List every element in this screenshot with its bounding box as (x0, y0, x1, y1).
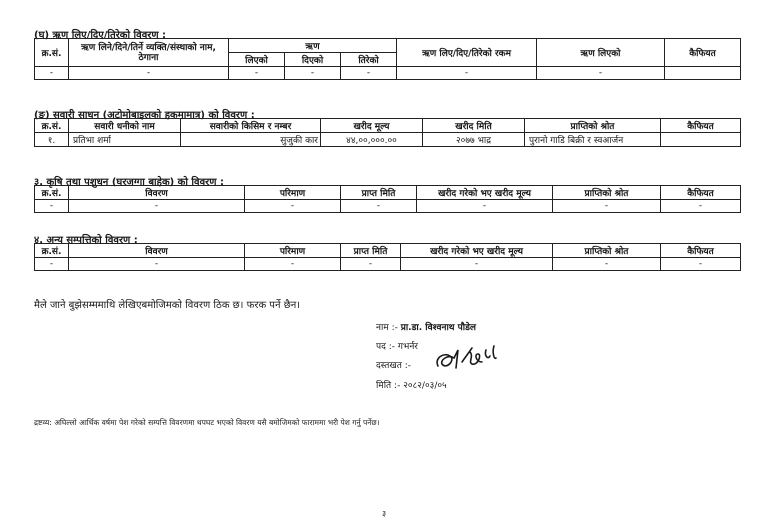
livestock-cell: - (417, 200, 553, 213)
post-label: पद :- (376, 342, 396, 352)
name-label: नाम :- (376, 323, 398, 333)
livestock-header-qty: परिमाण (245, 186, 341, 200)
loan-cell (665, 67, 741, 80)
loan-header-loan: ऋण (229, 39, 397, 53)
date-value: २०८२/०३/०५ (403, 381, 447, 391)
other-assets-section-title: ४. अन्य सम्पत्तिको विवरण : (34, 235, 138, 246)
livestock-header-remarks: कैफियत (661, 186, 741, 200)
handwritten-signature (432, 340, 512, 376)
other-cell: - (553, 258, 661, 271)
livestock-cell: - (341, 200, 417, 213)
vehicle-table (34, 118, 741, 147)
other-assets-table (34, 243, 741, 271)
other-cell: - (35, 258, 69, 271)
vehicle-cell-type: सुजुकी कार (181, 133, 321, 147)
vehicle-header-owner: सवारी धनीको नाम (69, 119, 181, 133)
other-cell: - (341, 258, 401, 271)
livestock-cell: - (661, 200, 741, 213)
loan-cell: - (35, 67, 69, 80)
loan-cell: - (537, 67, 665, 80)
sign-label: दस्तखत :- (376, 361, 412, 371)
page-number: ३ (382, 509, 387, 518)
livestock-header-sn: क्र.सं. (35, 186, 69, 200)
other-header-date: प्राप्त मिति (341, 244, 401, 258)
vehicle-cell-price: ४४,००,०००.०० (321, 133, 423, 147)
table-row (35, 133, 741, 147)
loan-cell: - (397, 67, 537, 80)
loan-header-remarks: कैफियत (665, 39, 741, 67)
livestock-header-price: खरीद गरेको भए खरीद मूल्य (417, 186, 553, 200)
vehicle-header-date: खरीद मिति (423, 119, 525, 133)
table-row (35, 67, 741, 80)
loan-header-loan-taken: ऋण लिएको (537, 39, 665, 67)
table-row (35, 200, 741, 213)
other-header-desc: विवरण (69, 244, 245, 258)
loan-cell: - (69, 67, 229, 80)
livestock-cell: - (245, 200, 341, 213)
loan-header-paid: तिरेको (341, 53, 397, 67)
footnote: द्रष्टव्य: अघिल्लो आर्थिक वर्षमा पेश गरेको सम्पत्ति विवरणमा थपघट भएको विवरण यसै बमोजिमको फाराममा भरी पेश गर्नु पर्नेछ। (34, 418, 380, 427)
name-value: प्रा.डा. विश्वनाथ पौडेल (400, 323, 477, 333)
other-header-source: प्राप्तिको श्रोत (553, 244, 661, 258)
loan-header-given: दिएको (285, 53, 341, 67)
other-header-qty: परिमाण (245, 244, 341, 258)
other-header-price: खरीद गरेको भए खरीद मूल्य (401, 244, 553, 258)
declaration-text: मैले जाने बुझेसम्ममाथि लेखिएबमोजिमको विवरण ठिक छ। फरक पर्ने छैन। (34, 300, 301, 311)
vehicle-header-source: प्राप्तिको श्रोत (525, 119, 661, 133)
livestock-table (34, 185, 741, 213)
post-value: गभर्नर (397, 342, 418, 352)
livestock-cell: - (553, 200, 661, 213)
loan-section-title: (घ) ऋण लिए/दिए/तिरेको विवरण : (34, 30, 167, 41)
livestock-cell: - (35, 200, 69, 213)
name-line (376, 320, 476, 333)
vehicle-header-type: सवारीको किसिम र नम्बर (181, 119, 321, 133)
vehicle-cell-remarks (661, 133, 741, 147)
loan-cell: - (229, 67, 285, 80)
post-line (376, 339, 418, 352)
livestock-header-source: प्राप्तिको श्रोत (553, 186, 661, 200)
vehicle-header-remarks: कैफियत (661, 119, 741, 133)
livestock-cell: - (69, 200, 245, 213)
date-line (376, 378, 447, 391)
loan-header-sn: क्र.सं. (35, 39, 69, 67)
vehicle-cell-source: पुरानो गाडि बिक्री र स्वआर्जन (525, 133, 661, 147)
other-header-remarks: कैफियत (661, 244, 741, 258)
loan-cell: - (341, 67, 397, 80)
loan-header-taken: लिएको (229, 53, 285, 67)
vehicle-header-sn: क्र.सं. (35, 119, 69, 133)
livestock-header-desc: विवरण (69, 186, 245, 200)
table-row (35, 258, 741, 271)
other-header-sn: क्र.सं. (35, 244, 69, 258)
other-cell: - (401, 258, 553, 271)
loan-header-amount: ऋण लिए/दिए/तिरेको रकम (397, 39, 537, 67)
loan-header-party: ऋण लिने/दिने/तिर्ने व्यक्ति/संस्थाको नाम, ठेगाना (69, 39, 229, 67)
vehicle-header-price: खरीद मूल्य (321, 119, 423, 133)
loan-table (34, 38, 741, 80)
livestock-header-date: प्राप्त मिति (341, 186, 417, 200)
livestock-section-title: ३. कृषि तथा पशुधन (घरजग्गा बाहेक) को विवरण : (34, 177, 224, 188)
other-cell: - (661, 258, 741, 271)
date-label: मिति :- (376, 381, 401, 391)
loan-cell: - (285, 67, 341, 80)
other-cell: - (245, 258, 341, 271)
vehicle-cell-owner: प्रतिभा शर्मा (69, 133, 181, 147)
vehicle-section-title: (ङ) सवारी साधन (अटोमोबाइलको हकमामात्र) को विवरण : (34, 110, 255, 121)
sign-line (376, 358, 411, 371)
other-cell: - (69, 258, 245, 271)
vehicle-cell-date: २०७७ भाद्र (423, 133, 525, 147)
vehicle-cell-sn: १. (35, 133, 69, 147)
